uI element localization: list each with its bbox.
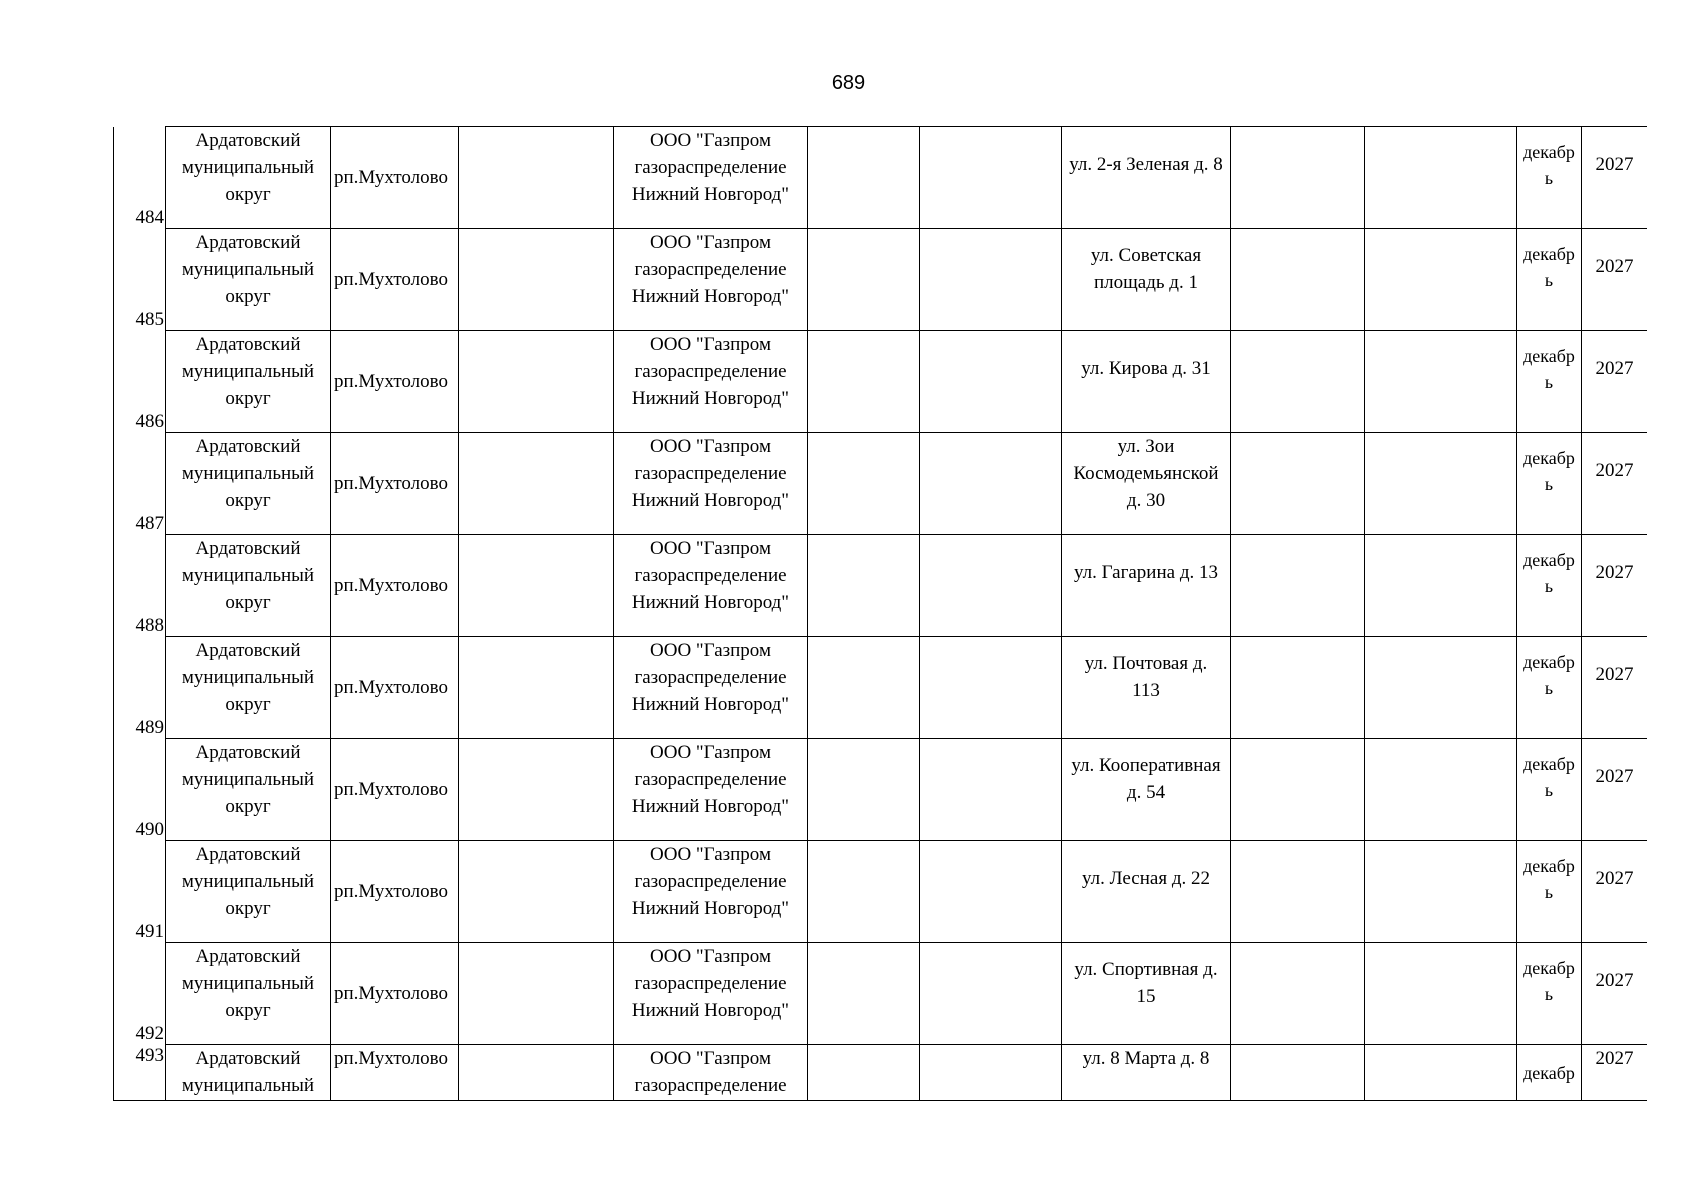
address-cell	[1062, 739, 1231, 841]
empty-cell	[808, 433, 920, 535]
empty-cell	[459, 229, 614, 331]
company-cell	[614, 841, 808, 943]
address-cell-line: 15	[1136, 986, 1156, 1007]
empty-cell	[808, 637, 920, 739]
empty-cell	[459, 535, 614, 637]
district-cell-line: муниципальный	[181, 565, 315, 586]
district-cell	[166, 535, 331, 637]
empty-cell	[1365, 433, 1517, 535]
month-cell-line: ь	[1544, 984, 1554, 1004]
company-cell-line: Нижний Новгород"	[631, 592, 790, 613]
company-cell-line: ООО "Газпром	[650, 844, 771, 865]
year-cell: 2027	[1582, 841, 1648, 943]
district-cell-line: округ	[225, 490, 271, 511]
table-row	[114, 841, 1648, 943]
district-cell-line: округ	[225, 898, 271, 919]
month-cell	[1517, 535, 1582, 637]
address-cell	[1062, 127, 1231, 229]
month-cell-line: ь	[1544, 678, 1554, 698]
company-cell	[614, 1045, 808, 1101]
address-cell-line: ул. Гагарина д. 13	[1073, 562, 1218, 583]
empty-cell	[1365, 841, 1517, 943]
address-cell-line: площадь д. 1	[1094, 272, 1198, 293]
empty-cell	[459, 841, 614, 943]
company-cell-line: ООО "Газпром	[650, 436, 771, 457]
district-cell-line: Ардатовский	[195, 742, 301, 763]
year-cell: 2027	[1582, 433, 1648, 535]
district-cell-line: округ	[225, 286, 271, 307]
district-cell-line: Ардатовский	[195, 436, 301, 457]
row-number: 493	[114, 1045, 166, 1101]
month-cell-line: ь	[1544, 576, 1554, 596]
month-cell-line: декабр	[1523, 346, 1575, 366]
company-cell-line: газораспределение	[634, 973, 787, 994]
month-cell-line: декабр	[1523, 856, 1575, 876]
month-cell-line: декабр	[1523, 754, 1575, 774]
address-cell-line: ул. Лесная д. 22	[1082, 868, 1210, 889]
address-cell	[1062, 1045, 1231, 1101]
table-container	[113, 126, 1647, 1101]
district-cell-line: муниципальный	[181, 871, 315, 892]
empty-cell	[1231, 229, 1365, 331]
settlement-cell: рп.Мухтолово	[331, 1045, 459, 1101]
empty-cell	[920, 637, 1062, 739]
empty-cell	[808, 841, 920, 943]
month-cell-line: декабр	[1523, 448, 1575, 468]
settlement-cell: рп.Мухтолово	[331, 229, 459, 331]
district-cell-line: округ	[225, 1000, 271, 1021]
company-cell-line: Нижний Новгород"	[631, 1000, 790, 1021]
address-cell	[1062, 331, 1231, 433]
empty-cell	[808, 331, 920, 433]
company-cell-line: ООО "Газпром	[650, 946, 771, 967]
empty-cell	[920, 331, 1062, 433]
year-cell: 2027	[1582, 1045, 1648, 1101]
month-cell-line: ь	[1544, 372, 1554, 392]
empty-cell	[1231, 637, 1365, 739]
district-cell-line: Ардатовский	[195, 334, 301, 355]
company-cell-line: ООО "Газпром	[650, 640, 771, 661]
company-cell-line: газораспределение	[634, 361, 787, 382]
page-number: 689	[831, 72, 866, 94]
address-cell-line: ул. Зои	[1117, 436, 1175, 457]
address-cell-line: ул. Кооперативная	[1071, 755, 1221, 776]
empty-cell	[1365, 535, 1517, 637]
month-cell-line: декабр	[1523, 958, 1575, 978]
empty-cell	[1231, 535, 1365, 637]
company-cell	[614, 127, 808, 229]
empty-cell	[1365, 739, 1517, 841]
empty-cell	[1365, 943, 1517, 1045]
company-cell-line: ООО "Газпром	[650, 232, 771, 253]
company-cell-line: газораспределение	[634, 1075, 787, 1096]
company-cell-line: ООО "Газпром	[650, 538, 771, 559]
address-cell-line: ул. Советская	[1090, 245, 1202, 266]
district-cell-line: муниципальный	[181, 769, 315, 790]
empty-cell	[920, 535, 1062, 637]
empty-cell	[1231, 331, 1365, 433]
company-cell	[614, 229, 808, 331]
district-cell	[166, 1045, 331, 1101]
district-cell-line: округ	[225, 184, 271, 205]
company-cell	[614, 637, 808, 739]
address-cell-line: ул. 8 Марта д. 8	[1082, 1048, 1210, 1069]
row-number: 488	[114, 535, 166, 637]
district-cell-line: муниципальный	[181, 973, 315, 994]
empty-cell	[808, 943, 920, 1045]
empty-cell	[1365, 229, 1517, 331]
year-cell: 2027	[1582, 637, 1648, 739]
company-cell-line: Нижний Новгород"	[631, 490, 790, 511]
company-cell-line: Нижний Новгород"	[631, 796, 790, 817]
table-row	[114, 229, 1648, 331]
company-cell-line: ООО "Газпром	[650, 742, 771, 763]
empty-cell	[1231, 1045, 1365, 1101]
company-cell-line: ООО "Газпром	[650, 334, 771, 355]
address-cell	[1062, 943, 1231, 1045]
month-cell-line: ь	[1544, 474, 1554, 494]
company-cell-line: газораспределение	[634, 769, 787, 790]
empty-cell	[459, 331, 614, 433]
empty-cell	[459, 127, 614, 229]
empty-cell	[1365, 127, 1517, 229]
empty-cell	[459, 943, 614, 1045]
empty-cell	[1365, 1045, 1517, 1101]
district-cell-line: Ардатовский	[195, 130, 301, 151]
district-cell-line: Ардатовский	[195, 640, 301, 661]
district-cell-line: Ардатовский	[195, 1048, 301, 1069]
row-number: 487	[114, 433, 166, 535]
district-cell-line: округ	[225, 796, 271, 817]
address-cell	[1062, 433, 1231, 535]
company-cell-line: Нижний Новгород"	[631, 286, 790, 307]
company-cell-line: газораспределение	[634, 667, 787, 688]
address-cell-line: 113	[1132, 680, 1160, 701]
district-cell-line: муниципальный	[181, 667, 315, 688]
empty-cell	[459, 739, 614, 841]
company-cell-line: газораспределение	[634, 871, 787, 892]
empty-cell	[920, 841, 1062, 943]
company-cell	[614, 433, 808, 535]
month-cell-line: ь	[1544, 882, 1554, 902]
company-cell-line: ООО "Газпром	[650, 1048, 771, 1069]
address-cell-line: ул. 2-я Зеленая д. 8	[1069, 154, 1223, 175]
district-cell-line: Ардатовский	[195, 844, 301, 865]
month-cell	[1517, 637, 1582, 739]
month-cell-line: декабр	[1523, 1062, 1575, 1083]
table-row	[114, 1045, 1648, 1101]
empty-cell	[920, 1045, 1062, 1101]
company-cell	[614, 943, 808, 1045]
empty-cell	[459, 433, 614, 535]
company-cell-line: Нижний Новгород"	[631, 388, 790, 409]
district-cell	[166, 637, 331, 739]
month-cell	[1517, 841, 1582, 943]
registry-table	[113, 126, 1647, 1101]
month-cell	[1517, 127, 1582, 229]
settlement-cell: рп.Мухтолово	[331, 739, 459, 841]
empty-cell	[1365, 637, 1517, 739]
settlement-cell: рп.Мухтолово	[331, 433, 459, 535]
empty-cell	[808, 127, 920, 229]
table-row	[114, 331, 1648, 433]
address-cell	[1062, 229, 1231, 331]
month-cell-line: ь	[1544, 780, 1554, 800]
settlement-cell: рп.Мухтолово	[331, 535, 459, 637]
empty-cell	[459, 1045, 614, 1101]
district-cell-line: округ	[225, 388, 271, 409]
district-cell	[166, 841, 331, 943]
year-cell: 2027	[1582, 127, 1648, 229]
company-cell-line: Нижний Новгород"	[631, 898, 790, 919]
year-cell: 2027	[1582, 535, 1648, 637]
settlement-cell: рп.Мухтолово	[331, 943, 459, 1045]
empty-cell	[920, 229, 1062, 331]
month-cell-line: ь	[1544, 270, 1554, 290]
empty-cell	[1231, 943, 1365, 1045]
district-cell	[166, 127, 331, 229]
district-cell-line: округ	[225, 694, 271, 715]
row-number: 492	[114, 943, 166, 1045]
district-cell	[166, 739, 331, 841]
district-cell	[166, 433, 331, 535]
month-cell-line: декабр	[1523, 652, 1575, 672]
table-row	[114, 739, 1648, 841]
empty-cell	[808, 1045, 920, 1101]
row-number: 489	[114, 637, 166, 739]
month-cell	[1517, 1045, 1582, 1101]
month-cell	[1517, 331, 1582, 433]
row-number: 486	[114, 331, 166, 433]
district-cell-line: Ардатовский	[195, 538, 301, 559]
address-cell-line: ул. Спортивная д.	[1074, 959, 1218, 980]
address-cell	[1062, 637, 1231, 739]
district-cell-line: муниципальный	[181, 361, 315, 382]
address-cell-line: Космодемьянской	[1073, 463, 1219, 484]
company-cell	[614, 331, 808, 433]
month-cell	[1517, 229, 1582, 331]
month-cell-line: декабр	[1523, 550, 1575, 570]
district-cell-line: муниципальный	[181, 463, 315, 484]
table-row	[114, 433, 1648, 535]
month-cell-line: декабр	[1523, 142, 1575, 162]
month-cell-line: ь	[1544, 168, 1554, 188]
address-cell-line: ул. Почтовая д.	[1084, 653, 1208, 674]
empty-cell	[459, 637, 614, 739]
month-cell	[1517, 433, 1582, 535]
table-body	[114, 127, 1648, 1101]
table-row	[114, 637, 1648, 739]
settlement-cell: рп.Мухтолово	[331, 331, 459, 433]
month-cell	[1517, 943, 1582, 1045]
table-row	[114, 535, 1648, 637]
address-cell	[1062, 841, 1231, 943]
address-cell-line: ул. Кирова д. 31	[1081, 358, 1211, 379]
company-cell	[614, 739, 808, 841]
district-cell-line: муниципальный	[181, 1075, 315, 1096]
address-cell-line: д. 54	[1126, 782, 1166, 803]
empty-cell	[1231, 433, 1365, 535]
company-cell-line: ООО "Газпром	[650, 130, 771, 151]
district-cell-line: Ардатовский	[195, 232, 301, 253]
empty-cell	[1231, 127, 1365, 229]
empty-cell	[920, 433, 1062, 535]
row-number: 490	[114, 739, 166, 841]
company-cell-line: Нижний Новгород"	[631, 184, 790, 205]
empty-cell	[920, 739, 1062, 841]
company-cell-line: газораспределение	[634, 463, 787, 484]
company-cell-line: газораспределение	[634, 259, 787, 280]
company-cell-line: Нижний Новгород"	[631, 694, 790, 715]
row-number: 484	[114, 127, 166, 229]
settlement-cell: рп.Мухтолово	[331, 841, 459, 943]
company-cell-line: газораспределение	[634, 565, 787, 586]
empty-cell	[1231, 739, 1365, 841]
empty-cell	[808, 229, 920, 331]
year-cell: 2027	[1582, 943, 1648, 1045]
year-cell: 2027	[1582, 229, 1648, 331]
empty-cell	[808, 739, 920, 841]
row-number: 485	[114, 229, 166, 331]
month-cell	[1517, 739, 1582, 841]
empty-cell	[920, 943, 1062, 1045]
year-cell: 2027	[1582, 331, 1648, 433]
month-cell-line: декабр	[1523, 244, 1575, 264]
company-cell	[614, 535, 808, 637]
table-row	[114, 127, 1648, 229]
district-cell	[166, 331, 331, 433]
year-cell: 2027	[1582, 739, 1648, 841]
empty-cell	[1365, 331, 1517, 433]
settlement-cell: рп.Мухтолово	[331, 127, 459, 229]
district-cell-line: Ардатовский	[195, 946, 301, 967]
district-cell	[166, 943, 331, 1045]
address-cell-line: д. 30	[1126, 490, 1166, 511]
district-cell-line: муниципальный	[181, 157, 315, 178]
table-row	[114, 943, 1648, 1045]
district-cell-line: округ	[225, 592, 271, 613]
company-cell-line: газораспределение	[634, 157, 787, 178]
district-cell	[166, 229, 331, 331]
empty-cell	[1231, 841, 1365, 943]
empty-cell	[920, 127, 1062, 229]
address-cell	[1062, 535, 1231, 637]
row-number: 491	[114, 841, 166, 943]
settlement-cell: рп.Мухтолово	[331, 637, 459, 739]
empty-cell	[808, 535, 920, 637]
district-cell-line: муниципальный	[181, 259, 315, 280]
